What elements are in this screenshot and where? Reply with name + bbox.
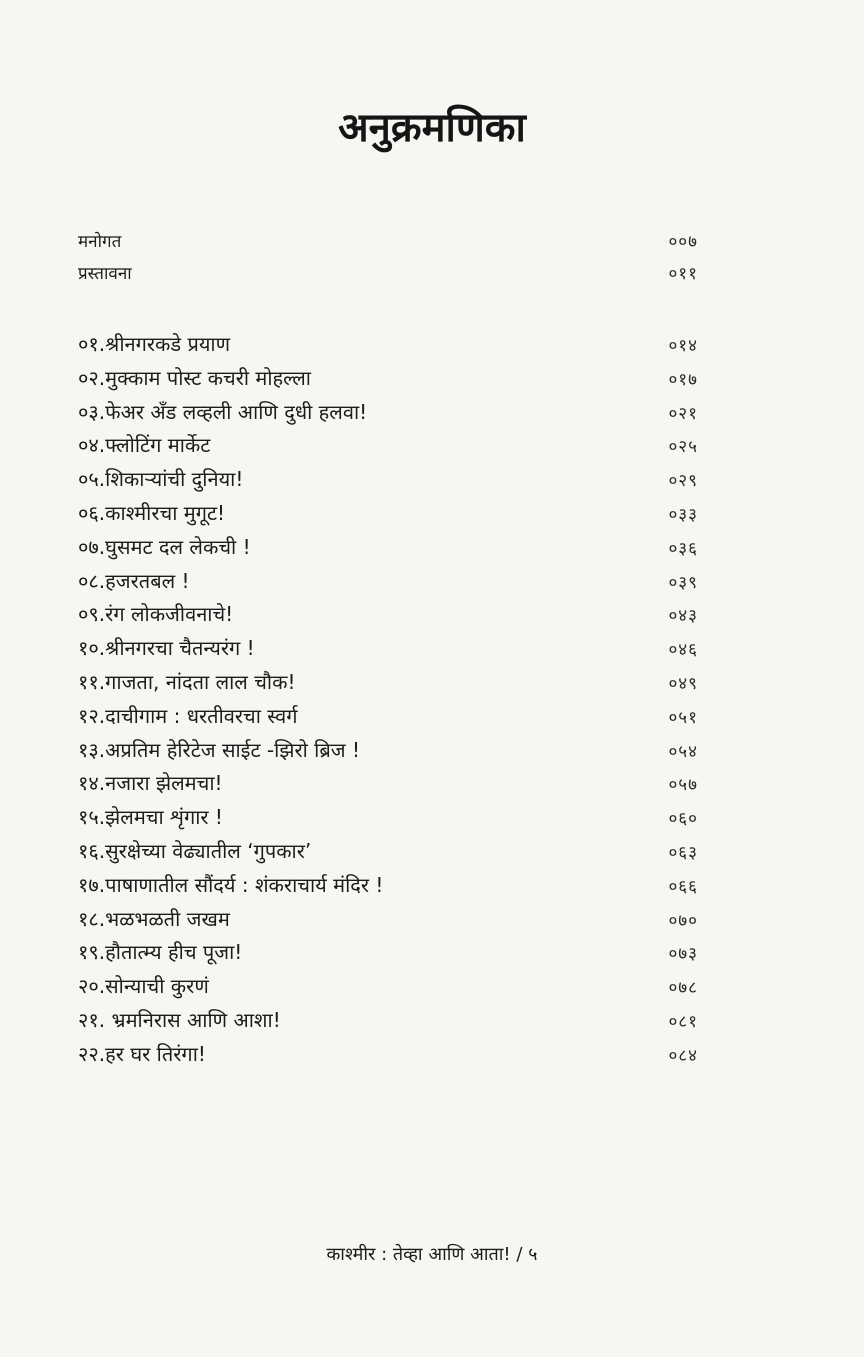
entry-page-number: ०७३ — [668, 944, 698, 965]
front-matter-list — [78, 226, 698, 290]
entry-page-number: ००७ — [668, 232, 698, 252]
entry-title: १४.नजारा झेलमचा! — [78, 771, 223, 796]
page-title: अनुक्रमणिका — [338, 105, 526, 151]
toc-entry-chapter — [78, 565, 698, 599]
entry-page-number: ०६० — [668, 809, 698, 830]
entry-page-number: ०८१ — [668, 1011, 698, 1032]
toc-entry-foreword — [78, 226, 698, 258]
entry-page-number: ०२१ — [668, 403, 698, 424]
toc-entry-chapter — [78, 598, 698, 632]
toc-entry-chapter — [78, 936, 698, 970]
entry-page-number: ०५७ — [668, 775, 698, 796]
entry-page-number: ०७० — [668, 910, 698, 931]
entry-page-number: ०५४ — [668, 741, 698, 762]
entry-page-number: ०५१ — [668, 707, 698, 728]
entry-page-number: ०१४ — [668, 336, 698, 356]
entry-title: १५.झेलमचा शृंगार ! — [78, 805, 223, 830]
toc-entry-chapter — [78, 1038, 698, 1072]
chapter-list — [78, 328, 698, 1072]
entry-title: ११.गाजता, नांदता लाल चौक! — [78, 669, 296, 694]
entry-page-number: ०६३ — [668, 842, 698, 863]
entry-page-number: ०४६ — [668, 640, 698, 661]
entry-page-number: ०८४ — [668, 1045, 698, 1066]
toc-entry-chapter — [78, 396, 698, 430]
toc-entry-chapter — [78, 835, 698, 869]
entry-title: १२.दाचीगाम : धरतीवरचा स्वर्ग — [78, 703, 298, 728]
entry-title: ०६.काश्मीरचा मुगूट! — [78, 500, 226, 525]
entry-title: १३.अप्रतिम हेरिटेज साईट -झिरो ब्रिज ! — [78, 737, 360, 762]
entry-page-number: ०१७ — [668, 369, 698, 390]
entry-title: ०२.मुक्काम पोस्ट कचरी मोहल्ला — [78, 365, 311, 390]
toc-entry-chapter — [78, 328, 698, 362]
toc-entry-chapter — [78, 767, 698, 801]
toc-entry-chapter — [78, 531, 698, 565]
toc-entry-chapter — [78, 903, 698, 937]
entry-title: ०१.श्रीनगरकडे प्रयाण — [78, 332, 231, 356]
toc-entry-chapter — [78, 632, 698, 666]
entry-page-number: ०४९ — [668, 673, 698, 694]
entry-title: ०३.फेअर अँड लव्हली आणि दुधी हलवा! — [78, 399, 368, 424]
entry-page-number: ०३९ — [668, 572, 698, 593]
entry-page-number: ०४३ — [668, 606, 698, 627]
entry-title: प्रस्तावना — [78, 264, 132, 284]
toc-entry-chapter — [78, 429, 698, 463]
entry-page-number: ०२५ — [668, 437, 698, 458]
toc-entry-chapter — [78, 497, 698, 531]
toc-entry-chapter — [78, 734, 698, 768]
entry-title: १६.सुरक्षेच्या वेढ्यातील ‘गुपकार’ — [78, 838, 312, 863]
entry-title: २१. भ्रमनिरास आणि आशा! — [78, 1007, 281, 1032]
entry-page-number: ०६६ — [668, 876, 698, 897]
toc-entry-chapter — [78, 970, 698, 1004]
entry-title: ०७.घुसमट दल लेकची ! — [78, 534, 251, 559]
entry-title: १८.भळभळती जखम — [78, 906, 230, 931]
entry-title: ०४.फ्लोटिंग मार्केट — [78, 433, 211, 458]
page-footer: काश्मीर : तेव्हा आणि आता! / ५ — [326, 1244, 538, 1265]
toc-entry-chapter — [78, 869, 698, 903]
entry-title: १९.हौतात्म्य हीच पूजा! — [78, 940, 243, 965]
entry-title: ०८.हजरतबल ! — [78, 568, 190, 593]
entry-page-number: ०११ — [668, 264, 698, 284]
entry-page-number: ०७८ — [668, 978, 698, 999]
entry-title: ०९.रंग लोकजीवनाचे! — [78, 602, 234, 627]
entry-page-number: ०२९ — [668, 471, 698, 492]
toc-entry-chapter — [78, 1004, 698, 1038]
toc-entry-chapter — [78, 700, 698, 734]
toc-entry-chapter — [78, 463, 698, 497]
entry-page-number: ०३६ — [668, 538, 698, 559]
toc-entry-chapter — [78, 362, 698, 396]
entry-title: ०५.शिकाऱ्यांची दुनिया! — [78, 467, 244, 492]
entry-title: १०.श्रीनगरचा चैतन्यरंग ! — [78, 636, 255, 661]
entry-title: मनोगत — [78, 232, 122, 252]
toc-entry-chapter — [78, 666, 698, 700]
entry-title: २२.हर घर तिरंगा! — [78, 1041, 206, 1066]
entry-page-number: ०३३ — [668, 504, 698, 525]
toc-entry-preface — [78, 258, 698, 290]
toc-entry-chapter — [78, 801, 698, 835]
entry-title: १७.पाषाणातील सौंदर्य : शंकराचार्य मंदिर ! — [78, 872, 384, 897]
entry-title: २०.सोन्याची कुरणं — [78, 974, 209, 999]
